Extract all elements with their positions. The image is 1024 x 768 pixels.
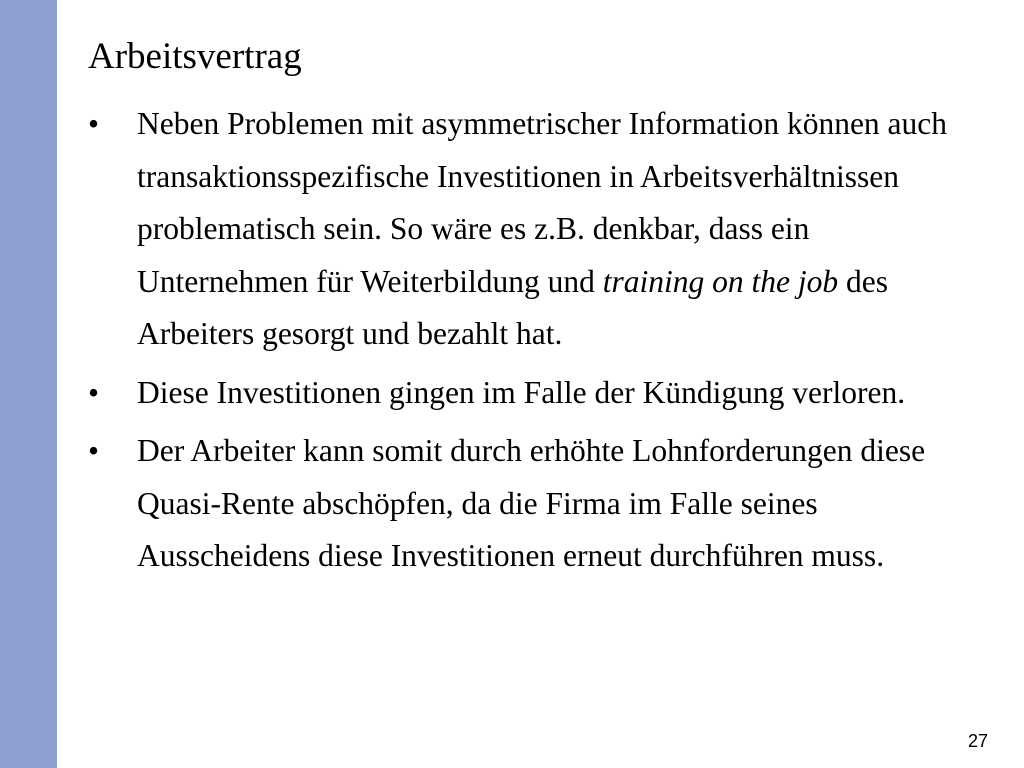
bullet-icon: • bbox=[88, 433, 100, 468]
bullet-text bbox=[137, 433, 925, 573]
bullet-icon: • bbox=[88, 374, 100, 410]
decorative-side-bar bbox=[0, 0, 57, 768]
bullet-text bbox=[137, 106, 947, 351]
bullet-text-segment: des Arbeiters gesorgt und bezahlt hat. bbox=[137, 263, 889, 351]
bullet-text-segment: Neben Problemen mit asymmetrischer Information können auch transaktionsspezifische Investitionen in Arbeitsverhältnissen problematisch sein. So wäre es z.B. denkbar, dass ein Unternehmen für Weiterbildung und bbox=[137, 106, 948, 299]
page-number: 27 bbox=[967, 731, 988, 751]
bullet-text-italic-segment: training on the job bbox=[602, 263, 839, 299]
bullet-item bbox=[88, 98, 988, 361]
bullet-item bbox=[88, 367, 988, 420]
bullet-text bbox=[137, 375, 905, 410]
bullet-text-segment: Diese Investitionen gingen im Falle der Kündigung verloren. bbox=[137, 374, 906, 410]
bullet-text-segment: Der Arbeiter kann somit durch erhöhte Lohnforderungen diese Quasi-Rente abschöpfen, da die Firma im Falle seines Ausscheidens diese Investitionen erneut durchführen muss. bbox=[137, 433, 926, 573]
bullet-item bbox=[88, 425, 988, 583]
slide-title: Arbeitsvertrag bbox=[88, 36, 302, 77]
bullet-list bbox=[88, 98, 988, 583]
bullet-icon: • bbox=[88, 106, 100, 141]
